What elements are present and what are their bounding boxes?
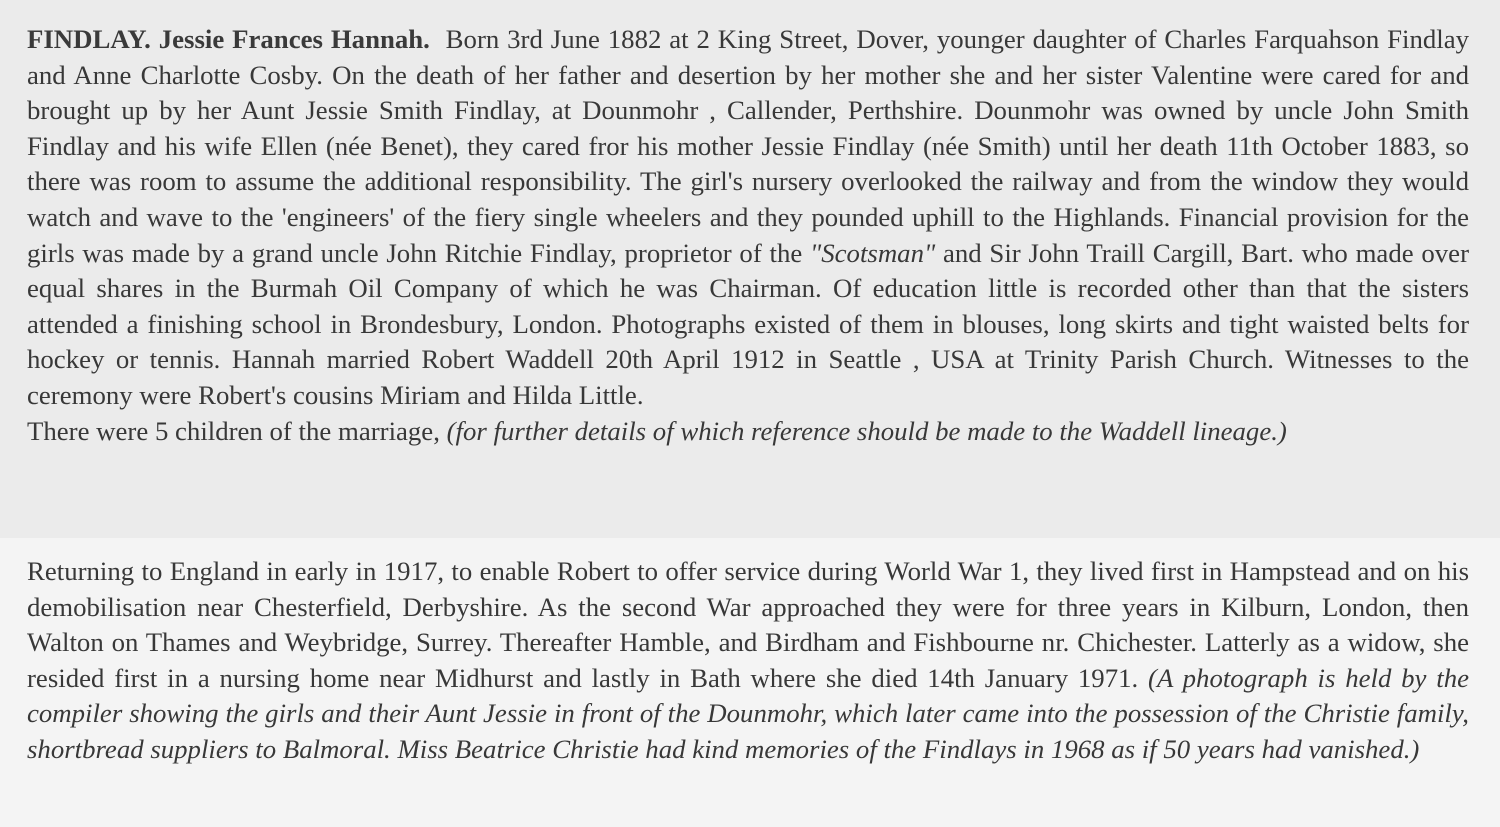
entry-surname: FINDLAY. bbox=[27, 24, 151, 54]
biography-paragraph-3 bbox=[27, 554, 1469, 768]
paragraph-1-text-b: and Sir John Traill Cargill, Bart. who made over equal shares in the Burmah Oil Company of which he was Chairman. Of education little is recorded other than that the sisters attended a finishing school in Brondesbury, London. Photographs existed of them in blouses, long skirts and tight waisted belts for hockey or tennis. Hannah married Robert Waddell 20th April 1912 in Seattle , USA at Trinity Parish Church. Witnesses to the ceremony were Robert's cousins Miriam and Hilda Little. bbox=[27, 237, 1469, 410]
newspaper-title: "Scotsman" bbox=[810, 237, 936, 268]
paragraph-3-text: Returning to England in early in 1917, to enable Robert to offer service during World War 1, they lived first in Hampstead and on his demobilisation near Chesterfield, Derbyshire. As the second War approached they were for three years in Kilburn, London, then Walton on Thames and Weybridge, Surrey. Thereafter Hamble, and Birdham and Fishbourne nr. Chichester. Latterly as a widow, she resided first in a nursing home near Midhurst and lastly in Bath where she died 14th January 1971. bbox=[27, 556, 1469, 693]
paragraph-1-text-a: Born 3rd June 1882 at 2 King Street, Dover, younger daughter of Charles Farquahson Findlay and Anne Charlotte Cosby. On the death of her father and desertion by her mother she and her sister Valentine were cared for and brought up by her Aunt Jessie Smith Findlay, at Dounmohr , Callender, Perthshire. Dounmohr was owned by uncle John Smith Findlay and his wife Ellen (née Benet), they cared fror his mother Jessie Findlay (née Smith) until her death 11th October 1883, so there was room to assume the additional responsibility. The girl's nursery overlooked the railway and from the window they would watch and wave to the 'engineers' of the fiery single wheelers and they pounded uphill to the Highlands. Financial provision for the girls was made by a grand uncle John Ritchie Findlay, proprietor of the bbox=[27, 24, 1469, 268]
biography-section-lower bbox=[0, 538, 1500, 827]
biography-paragraph-1 bbox=[27, 22, 1469, 414]
paragraph-3-note: (A photograph is held by the compiler showing the girls and their Aunt Jessie in front of the Dounmohr, which later came into the possession of the Christie family, shortbread suppliers to Balmoral. Miss Beatrice Christie had kind memories of the Findlays in 1968 as if 50 years had vanished.) bbox=[27, 662, 1470, 764]
entry-given-names: Jessie Frances Hannah. bbox=[158, 24, 430, 54]
paragraph-2-text: There were 5 children of the marriage, bbox=[27, 415, 440, 446]
paragraph-2-note: (for further details of which reference should be made to the Waddell lineage.) bbox=[446, 415, 1287, 446]
biography-paragraph-2 bbox=[27, 414, 1469, 450]
